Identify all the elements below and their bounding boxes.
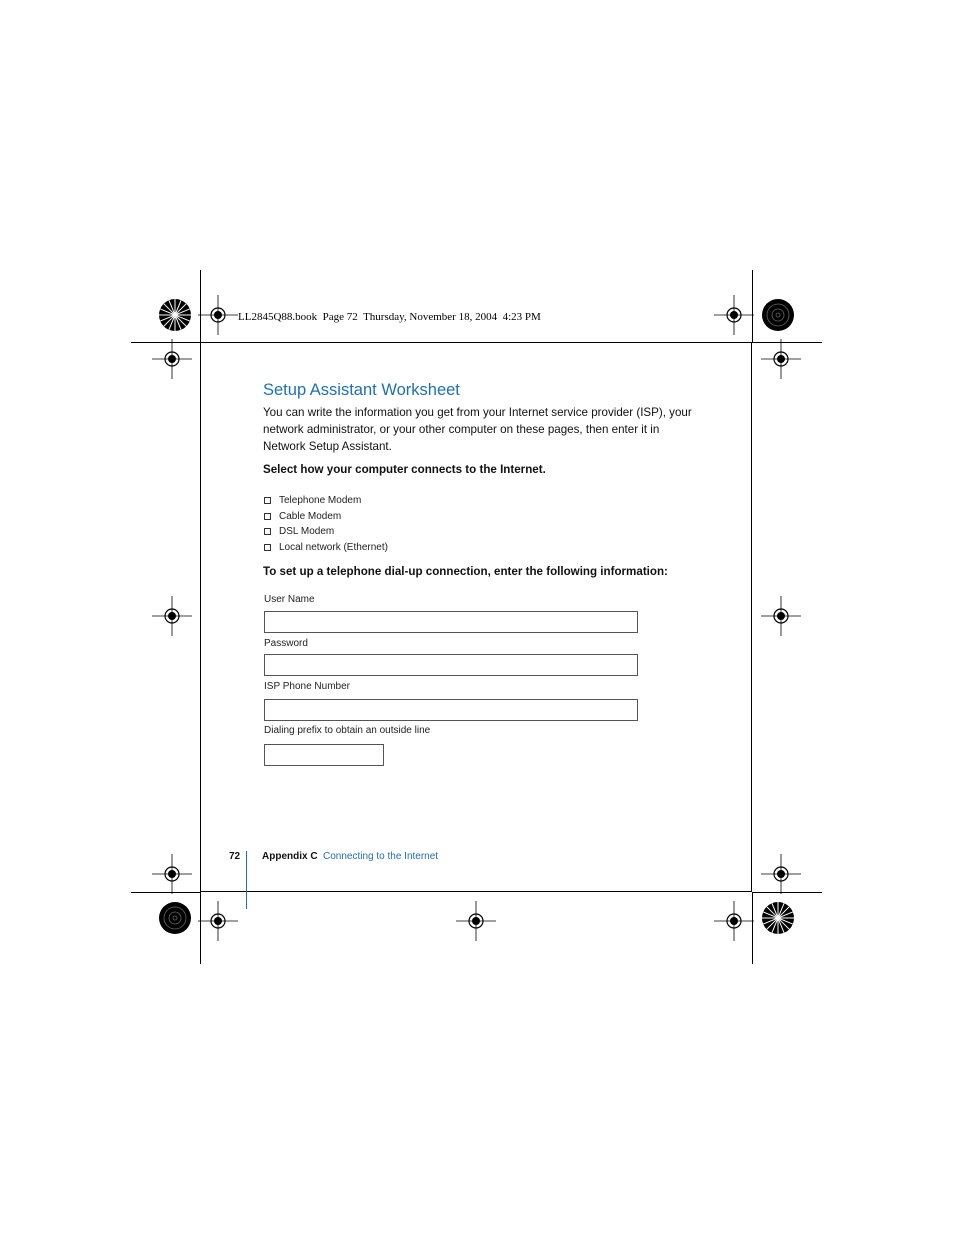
checkbox-icon[interactable] <box>264 513 271 520</box>
password-field[interactable] <box>264 654 638 676</box>
checkbox-icon[interactable] <box>264 544 271 551</box>
registration-mark-icon <box>198 295 238 335</box>
intro-line: network administrator, or your other computer on these pages, then enter it in <box>263 423 660 436</box>
option-label: DSL Modem <box>279 525 335 537</box>
dialing-prefix-label: Dialing prefix to obtain an outside line <box>264 725 431 736</box>
password-label: Password <box>264 638 308 649</box>
registration-mark-icon <box>714 295 754 335</box>
footer-appendix: Appendix C <box>262 851 318 862</box>
registration-mark-icon <box>714 901 754 941</box>
page-number: 72 <box>229 851 241 862</box>
connection-prompt: Select how your computer connects to the Internet. <box>263 463 546 476</box>
isp-phone-field[interactable] <box>264 699 638 721</box>
intro-line: Network Setup Assistant. <box>263 440 392 453</box>
option-telephone-modem[interactable] <box>264 493 361 507</box>
option-cable-modem[interactable] <box>264 509 341 523</box>
footer-divider <box>246 851 247 909</box>
star-target-icon <box>158 298 192 332</box>
user-name-field[interactable] <box>264 611 638 633</box>
checkbox-icon[interactable] <box>264 528 271 535</box>
page-title: Setup Assistant Worksheet <box>263 381 460 399</box>
star-target-icon <box>158 901 192 935</box>
option-local-network[interactable] <box>264 540 388 554</box>
user-name-label: User Name <box>264 594 315 605</box>
registration-mark-icon <box>152 854 192 894</box>
option-label: Local network (Ethernet) <box>279 541 388 553</box>
option-label: Telephone Modem <box>279 494 362 506</box>
option-label: Cable Modem <box>279 510 342 522</box>
print-header: LL2845Q88.book Page 72 Thursday, November 18, 2004 4:23 PM <box>238 311 541 323</box>
star-target-icon <box>761 298 795 332</box>
footer-section: Connecting to the Internet <box>323 851 439 862</box>
checkbox-icon[interactable] <box>264 497 271 504</box>
star-target-icon <box>761 901 795 935</box>
isp-phone-label: ISP Phone Number <box>264 681 350 692</box>
registration-mark-icon <box>761 596 801 636</box>
registration-mark-icon <box>198 901 238 941</box>
registration-mark-icon <box>761 339 801 379</box>
option-dsl-modem[interactable] <box>264 524 334 538</box>
dialup-prompt: To set up a telephone dial-up connection, enter the following information: <box>263 565 668 578</box>
intro-line: You can write the information you get from your Internet service provider (ISP), your <box>263 406 692 419</box>
registration-mark-icon <box>761 854 801 894</box>
registration-mark-icon <box>456 901 496 941</box>
registration-mark-icon <box>152 339 192 379</box>
intro-paragraph <box>263 404 703 455</box>
dialing-prefix-field[interactable] <box>264 744 384 766</box>
registration-mark-icon <box>152 596 192 636</box>
